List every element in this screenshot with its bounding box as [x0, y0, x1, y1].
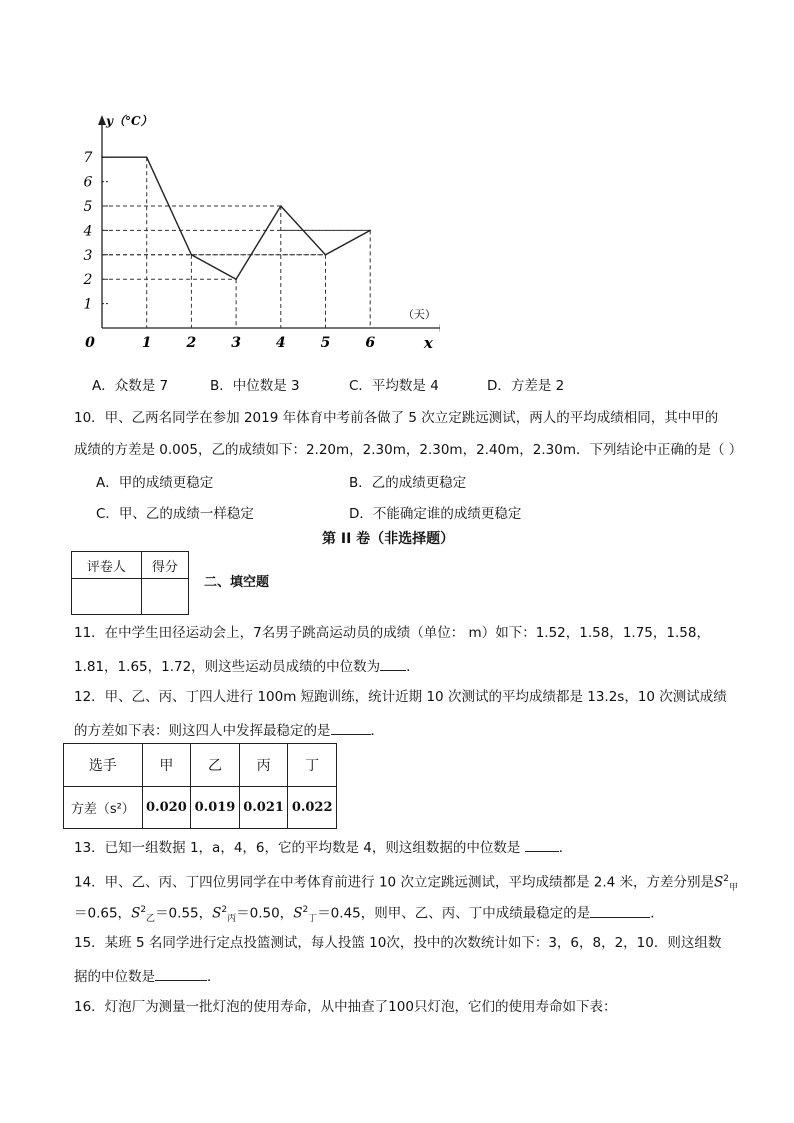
- variance-table-cell: 0.021: [239, 787, 288, 829]
- q14-end: ．: [650, 905, 664, 922]
- data-point: [280, 205, 282, 207]
- q10-option-c: C．甲、乙的成绩一样稳定: [96, 506, 254, 522]
- q13-end: ．: [558, 840, 573, 856]
- score-cell[interactable]: [141, 579, 188, 615]
- data-point: [191, 254, 193, 256]
- q15-line1: 15．某班 5 名同学进行定点投篮测试，每人投篮 10次，投中的次数统计如下：3，6，8，2，10．则这组数: [74, 935, 722, 951]
- q16-line: 16．灯泡厂为测量一批灯泡的使用寿命，从中抽查了100只灯泡，它们的使用寿命如下表：: [74, 999, 617, 1015]
- q14-line2: [74, 901, 664, 928]
- q15-line2-text: 据的中位数是: [74, 969, 155, 985]
- q13-answer-blank[interactable]: [525, 837, 559, 852]
- q10-option-a: A．甲的成绩更稳定: [96, 475, 214, 491]
- q14-sub-bing: 丙: [227, 914, 237, 925]
- x-tick-label: 3: [231, 335, 241, 351]
- x-tick-label: 2: [186, 335, 197, 351]
- q14-value-jia: ＝0.65，: [74, 905, 132, 922]
- q14-s-symbol: S: [293, 905, 303, 922]
- q12-line1: 12．甲、乙、丙、丁四人进行 100m 短跑训练，统计近期 10 次测试的平均成绩都是 13.2s，10 次测试成绩: [74, 689, 727, 705]
- x-tick-label: 5: [320, 335, 331, 351]
- q13-line: [74, 837, 572, 857]
- grader-header: 评卷人: [72, 552, 142, 579]
- series-line-segment: [326, 230, 371, 254]
- q14-answer-blank[interactable]: [590, 903, 650, 918]
- section-title: 第 II 卷（非选择题）: [322, 531, 455, 547]
- q12-line2: [74, 720, 384, 740]
- q13-text: 13．已知一组数据 1，a，4，6，它的平均数是 4，则这组数据的中位数是: [74, 840, 521, 856]
- y-axis-label: y（°C）: [106, 114, 153, 129]
- q9-option-a: A．众数是 7: [92, 378, 169, 394]
- grader-cell[interactable]: [72, 579, 142, 615]
- q15-end: ．: [207, 969, 221, 985]
- x-tick-label: 6: [365, 335, 376, 351]
- data-point: [369, 230, 371, 232]
- q9-option-c: C．平均数是 4: [349, 378, 439, 394]
- q14-s-symbol: S: [131, 905, 141, 922]
- q14-sup: 2: [302, 905, 309, 915]
- q9-option-d: D．方差是 2: [487, 378, 565, 394]
- q14-sup: 2: [221, 905, 228, 915]
- q14-sup: 2: [723, 874, 729, 884]
- y-axis-arrow: [98, 115, 106, 125]
- q10-line1: 10．甲、乙两名同学在参加 2019 年体育中考前各做了 5 次立定跳远测试，两人的平均成绩相同，其中甲的: [74, 410, 719, 426]
- variance-table: [63, 743, 337, 829]
- data-point: [101, 156, 103, 158]
- series-line-segment: [191, 255, 236, 279]
- data-point: [235, 278, 237, 280]
- q10-line2: 成绩的方差是 0.005，乙的成绩如下：2.20m，2.30m，2.30m，2.40m，2.30m．下列结论中正确的是（ ）: [74, 442, 743, 458]
- q15-answer-blank[interactable]: [155, 966, 207, 981]
- origin-label: 0: [85, 335, 95, 351]
- variance-table-cell: 0.019: [191, 787, 240, 829]
- q14-value-bing: ＝0.50，: [236, 905, 294, 922]
- grader-table: [71, 551, 189, 615]
- temperature-line-chart: [60, 110, 440, 355]
- q14-value-yi: ＝0.55，: [155, 905, 213, 922]
- q11-line1: 11．在中学生田径运动会上，7名男子跳高运动员的成绩（单位： m）如下：1.52，1.58，1.75，1.58，: [74, 625, 710, 641]
- x-unit-label: （天）: [402, 308, 436, 321]
- variance-table-cell: 0.020: [142, 787, 191, 829]
- q14-s-symbol: S: [714, 874, 724, 891]
- data-point: [146, 156, 148, 158]
- x-tick-label: 4: [275, 335, 286, 351]
- series-line-segment: [236, 206, 281, 279]
- y-tick-label: 1: [83, 296, 93, 313]
- variance-table-header-cell: 甲: [142, 744, 191, 787]
- q14-sub-yi: 乙: [146, 914, 156, 925]
- q12-answer-blank[interactable]: [331, 720, 371, 735]
- x-axis-label: x: [423, 334, 433, 352]
- variance-table-header-cell: 乙: [191, 744, 240, 787]
- variance-table-header-cell: 丙: [239, 744, 288, 787]
- variance-table-header-cell: 丁: [288, 744, 337, 787]
- variance-table-header-cell: 选手: [64, 744, 143, 787]
- q14-line1: [74, 870, 738, 897]
- q12-line2-text: 的方差如下表：则这四人中发挥最稳定的是: [74, 723, 331, 739]
- variance-table-cell: 方差（s²）: [64, 787, 143, 829]
- q11-end: ．: [406, 659, 420, 675]
- score-header: 得分: [141, 552, 188, 579]
- q9-option-b: B．中位数是 3: [210, 378, 300, 394]
- data-point: [325, 254, 327, 256]
- variance-table-cell: 0.022: [288, 787, 337, 829]
- q11-line2: [74, 656, 420, 676]
- q12-end: ．: [370, 723, 384, 739]
- q14-sub-jia: 甲: [728, 883, 738, 894]
- q11-line2-text: 1.81，1.65，1.72，则这些运动员成绩的中位数为: [74, 659, 381, 675]
- y-tick-label: 7: [83, 150, 93, 167]
- fill-blank-heading: 二、填空题: [204, 575, 270, 590]
- q14-line1-text: 14．甲、乙、丙、丁四位男同学在中考体育前进行 10 次立定跳远测试，平均成绩都是 2.4 米，方差分别是: [74, 874, 714, 891]
- x-tick-label: 1: [141, 335, 152, 351]
- q14-sub-ding: 丁: [308, 914, 318, 925]
- q11-answer-blank[interactable]: [380, 656, 406, 671]
- y-tick-label: 2: [83, 272, 93, 289]
- y-tick-label: 3: [83, 247, 93, 264]
- q14-s-symbol: S: [212, 905, 222, 922]
- q10-option-d: D．不能确定谁的成绩更稳定: [349, 506, 522, 522]
- q14-sup: 2: [140, 905, 147, 915]
- q10-option-b: B．乙的成绩更稳定: [349, 475, 467, 491]
- y-tick-label: 5: [83, 199, 93, 215]
- y-tick-label: 6: [83, 174, 93, 191]
- y-tick-label: 4: [83, 223, 93, 240]
- q15-line2: [74, 966, 221, 986]
- q14-value-ding: ＝0.45，则甲、乙、丙、丁中成绩最稳定的是: [317, 905, 591, 922]
